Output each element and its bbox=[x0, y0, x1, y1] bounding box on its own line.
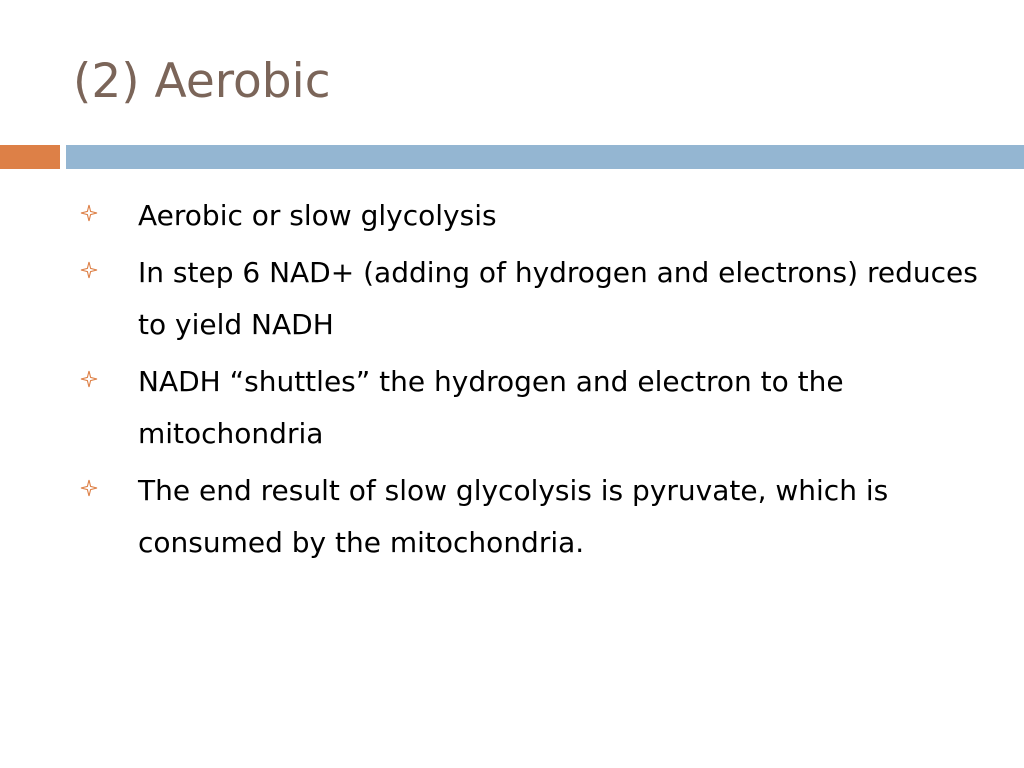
four-point-star-outline-icon bbox=[78, 477, 100, 499]
accent-bar-orange bbox=[0, 145, 60, 169]
slide-title: (2) Aerobic bbox=[73, 54, 331, 109]
bullet-item bbox=[78, 465, 978, 569]
bullet-item bbox=[78, 190, 978, 242]
bullet-item bbox=[78, 356, 978, 460]
bullet-text: Aerobic or slow glycolysis bbox=[138, 199, 497, 232]
four-point-star-outline-icon bbox=[78, 202, 100, 224]
bullet-text: NADH “shuttles” the hydrogen and electron to the mitochondria bbox=[138, 365, 844, 450]
bullet-text: The end result of slow glycolysis is pyruvate, which is consumed by the mitochondria. bbox=[138, 474, 889, 559]
four-point-star-outline-icon bbox=[78, 368, 100, 390]
bullet-text: In step 6 NAD+ (adding of hydrogen and electrons) reduces to yield NADH bbox=[138, 256, 978, 341]
bullet-item bbox=[78, 247, 978, 351]
accent-bar-blue bbox=[66, 145, 1024, 169]
bullet-list bbox=[78, 190, 978, 574]
four-point-star-outline-icon bbox=[78, 259, 100, 281]
